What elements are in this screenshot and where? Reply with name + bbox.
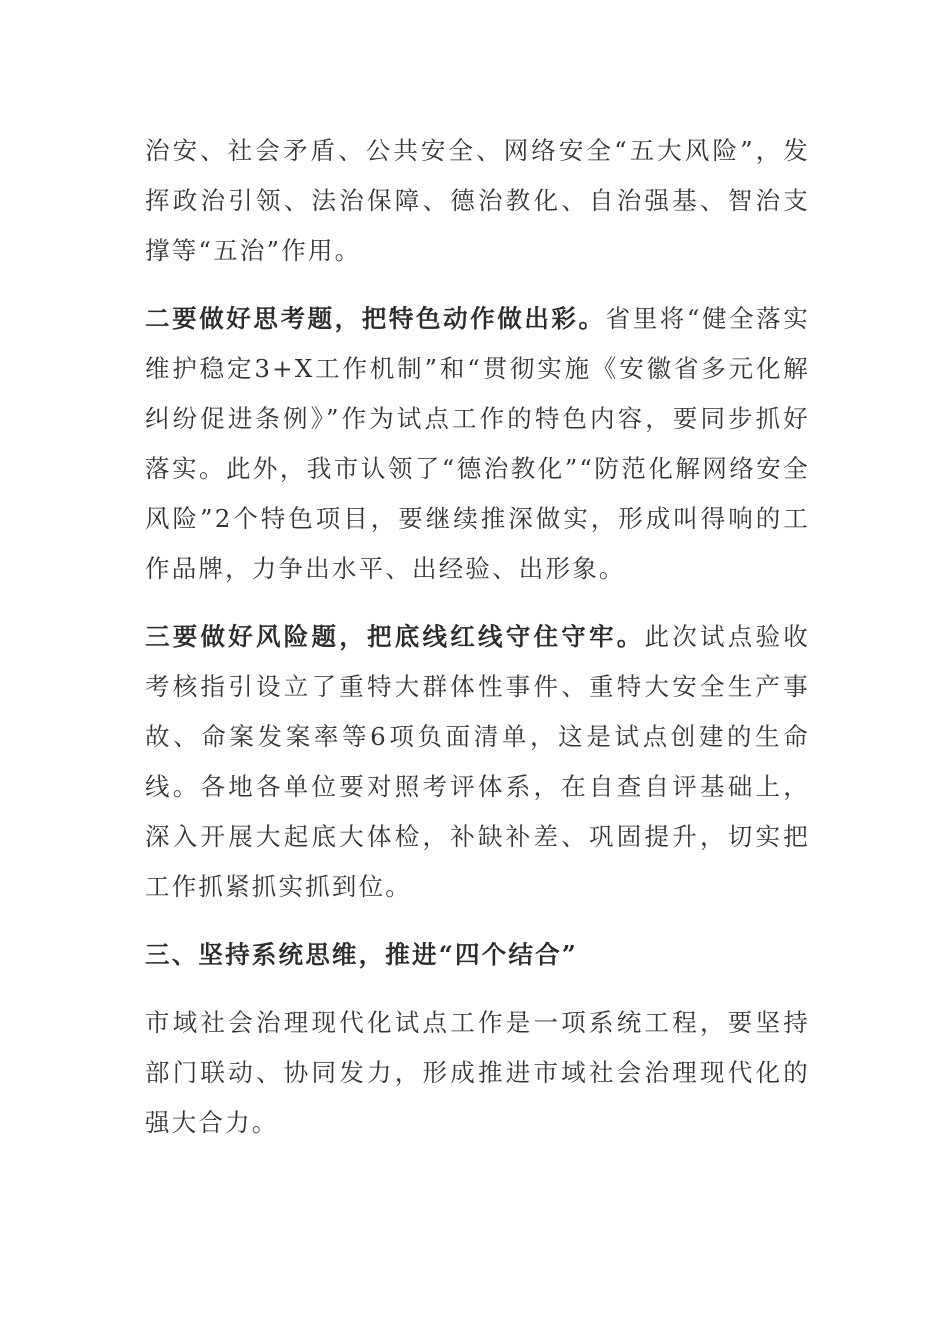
paragraph-system-project (145, 998, 810, 1148)
paragraph-body: 省里将“健全落实维护稳定3+X工作机制”和“贯彻实施《安徽省多元化解纠纷促进条例》”作为试点工作的特色内容，要同步抓好落实。此外，我市认领了“德治教化”“防范化解网络安全风险”2个特色项目，要继续推深做实，形成叫得响的工作品牌，力争出水平、出经验、出形象。 (145, 304, 810, 583)
document-page (145, 126, 810, 1166)
paragraph-five-risks (145, 126, 810, 276)
paragraph-body: 市域社会治理现代化试点工作是一项系统工程，要坚持部门联动、协同发力，形成推进市域社会治理现代化的强大合力。 (145, 1008, 810, 1137)
paragraph-body: 治安、社会矛盾、公共安全、网络安全“五大风险”，发挥政治引领、法治保障、德治教化、自治强基、智治支撑等“五治”作用。 (145, 136, 810, 265)
paragraph-body: 此次试点验收考核指引设立了重特大群体性事件、重特大安全生产事故、命案发案率等6项负面清单，这是试点创建的生命线。各地各单位要对照考评体系，在自查自评基础上，深入开展大起底大体检，补缺补差、巩固提升，切实把工作抓紧抓实抓到位。 (145, 622, 810, 901)
paragraph-risk-question (145, 612, 810, 912)
paragraph-think-question (145, 294, 810, 594)
paragraph-lead: 二要做好思考题，把特色动作做出彩。 (145, 304, 606, 333)
section-heading: 三、坚持系统思维，推进“四个结合” (145, 940, 579, 969)
paragraph-lead: 三要做好风险题，把底线红线守住守牢。 (145, 622, 645, 651)
